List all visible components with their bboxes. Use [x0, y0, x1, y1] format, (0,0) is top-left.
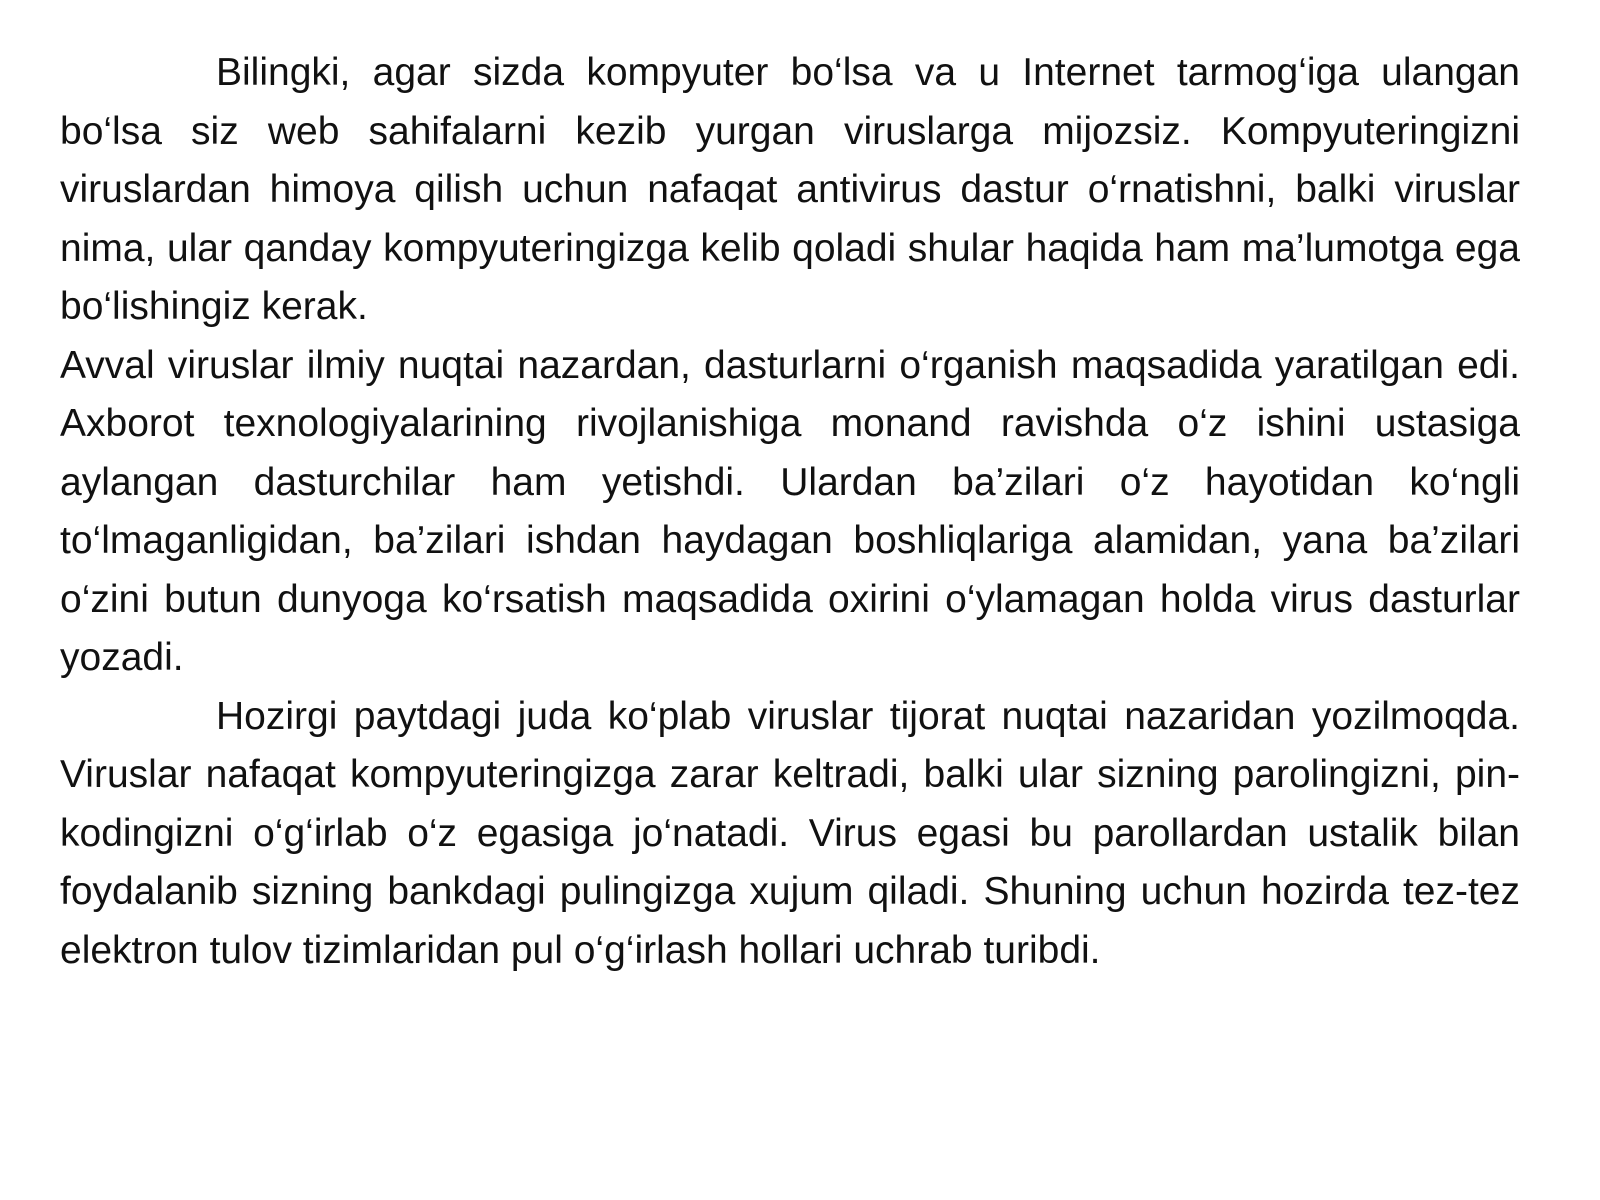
paragraph-2: Avval viruslar ilmiy nuqtai nazardan, dasturlarni o‘rganish maqsadida yaratilgan edi. Axborot texnologiyalarining rivojlanishiga monand ravishda o‘z ishini ustasiga aylangan dasturchilar ham yetishdi. Ulardan ba’zilari o‘z hayotidan ko‘ngli to‘lmaganligidan, ba’zilari ishdan haydagan boshliqlariga alamidan, yana ba’zilari o‘zini butun dunyoga ko‘rsatish maqsadida oxirini o‘ylamagan holda virus dasturlar yozadi. — [60, 343, 1520, 679]
document-body — [60, 44, 1520, 980]
paragraph-3: Hozirgi paytdagi juda ko‘plab viruslar tijorat nuqtai nazaridan yozilmoqda. Viruslar nafaqat kompyuteringizga zarar keltradi, balki ular sizning parolingizni, pin-kodingizni o‘g‘irlab o‘z egasiga jo‘natadi. Virus egasi bu parollardan ustalik bilan foydalanib sizning bankdagi pulingizga xujum qiladi. Shuning uchun hozirda tez-tez elektron tulov tizimlaridan pul o‘g‘irlash hollari uchrab turibdi. — [60, 694, 1520, 972]
paragraph-1: Bilingki, agar sizda kompyuter bo‘lsa va u Internet tarmog‘iga ulangan bo‘lsa siz web sahifalarni kezib yurgan viruslarga mijozsiz. Kompyuteringizni viruslardan himoya qilish uchun nafaqat antivirus dastur o‘rnatishni, balki viruslar nima, ular qanday kompyuteringizga kelib qoladi shular haqida ham ma’lumotga ega bo‘lishingiz kerak. — [60, 51, 1520, 328]
